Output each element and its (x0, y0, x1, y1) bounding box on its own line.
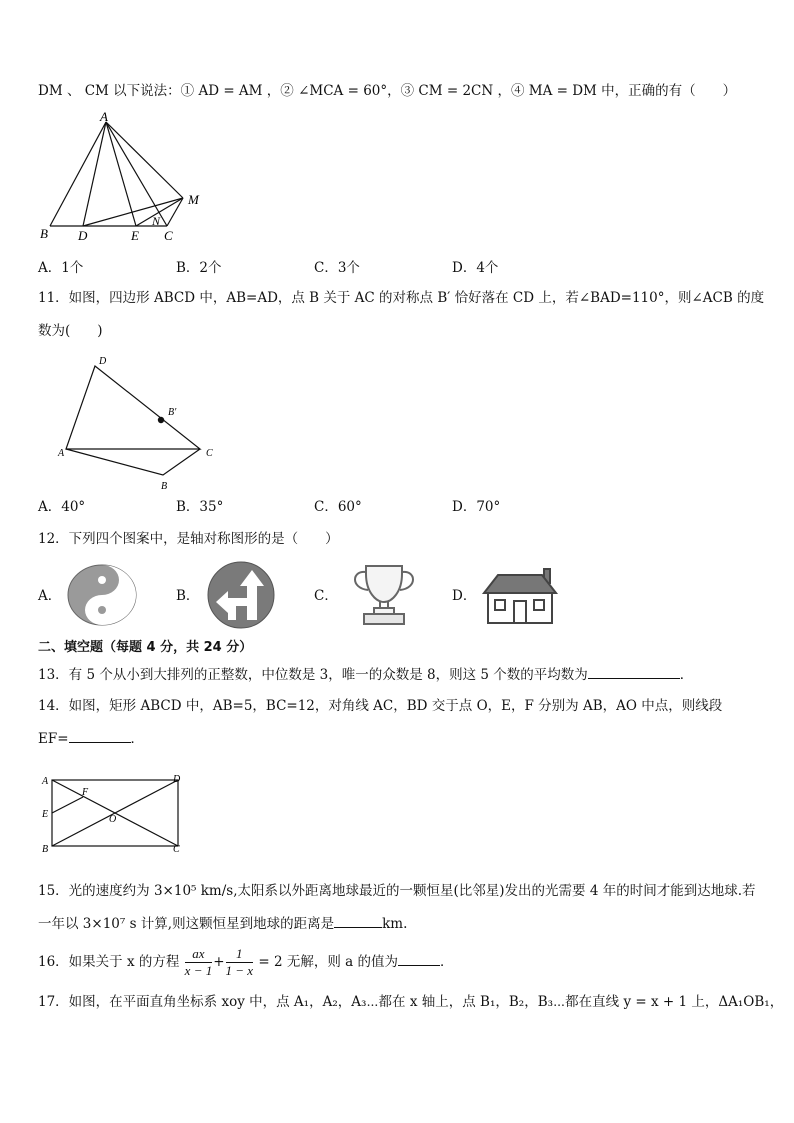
q12-stem: 12．下列四个图案中，是轴对称图形的是（ ） (38, 531, 339, 547)
q11-option-a: A．40° (38, 499, 86, 515)
q14-label-d: D (173, 774, 181, 785)
q11-stem-line1: 11．如图，四边形 ABCD 中，AB=AD，点 B 关于 AC 的对称点 B′ 恰好落在 CD 上，若∠BAD=110°，则∠ACB 的度 (38, 290, 765, 306)
q13-end: ． (679, 667, 694, 683)
q10-label-a: A (100, 110, 108, 124)
q14-label-o: O (109, 814, 117, 825)
q14-label-f: F (82, 787, 89, 798)
q11-label-d: D (99, 356, 107, 367)
q16-rhs: = 2 无解，则 a 的值为 (258, 954, 398, 970)
q14-answer-blank[interactable] (69, 728, 131, 743)
q16-answer-blank[interactable] (398, 951, 440, 966)
q10-label-b: B (40, 226, 48, 241)
q14-figure (38, 770, 188, 856)
q14-prefix: EF= (38, 731, 69, 747)
q16-plus: + (213, 954, 225, 970)
road-sign-arrows-icon (206, 560, 276, 630)
q11-label-c: C (206, 448, 213, 459)
q12-label-d: D． (452, 588, 477, 604)
q11-option-d: D．70° (452, 499, 501, 515)
trophy-cup-icon (344, 560, 424, 628)
q14-label-c: C (173, 844, 180, 855)
q12-label-b: B． (176, 588, 200, 604)
q12-label-a: A． (38, 588, 62, 604)
q15-line1: 15．光的速度约为 3×10⁵ km/s,太阳系以外距离地球最近的一颗恒星(比邻星)发出的光需要 4 年的时间才能到达地球.若 (38, 883, 756, 899)
q14-label-b: B (42, 844, 49, 855)
q14-label-e: E (42, 809, 49, 820)
q10-label-c: C (164, 228, 173, 242)
q16-frac1-numerator: ax (185, 946, 213, 963)
q11-option-c: C．60° (314, 499, 362, 515)
yin-yang-icon (66, 563, 138, 627)
q15-line2 (38, 913, 407, 934)
q13 (38, 664, 693, 685)
q11-label-a: A (58, 448, 65, 459)
q11-stem-line2: 数为( ) (38, 323, 103, 339)
q13-answer-blank[interactable] (588, 664, 680, 679)
q17-stem: 17．如图，在平面直角坐标系 xoy 中，点 A₁，A₂，A₃⋯都在 x 轴上，点 B₁，B₂，B₃⋯都在直线 y = x + 1 上，ΔA₁OB₁， (38, 994, 784, 1010)
q15-answer-blank[interactable] (334, 913, 382, 928)
q12-label-c: C． (314, 588, 338, 604)
q16-end: ． (440, 954, 454, 970)
q14-label-a: A (42, 776, 49, 787)
q14-line1: 14．如图，矩形 ABCD 中，AB=5，BC=12，对角线 AC，BD 交于点 O，E，F 分别为 AB，AO 中点，则线段 (38, 698, 723, 714)
q14-end: ． (130, 731, 145, 747)
q10-stem: DM 、 CM 以下说法：① AD = AM ，② ∠MCA = 60°，③ CM = 2CN ，④ MA = DM 中，正确的有（ ） (38, 83, 737, 99)
q10-label-d: D (78, 228, 88, 242)
q10-option-a: A．1个 (38, 260, 84, 276)
q14-line2 (38, 728, 144, 749)
q10-option-d: D．4个 (452, 260, 499, 276)
q10-label-n: N (152, 214, 161, 228)
q16-fraction-1 (185, 946, 213, 979)
q16-frac1-denominator: x − 1 (184, 963, 213, 978)
q10-option-b: B．2个 (176, 260, 222, 276)
q10-label-m: M (188, 192, 199, 207)
q10-label-e: E (131, 228, 139, 242)
q11-option-b: B．35° (176, 499, 224, 515)
q15-prefix: 一年以 3×10⁷ s 计算,则这颗恒星到地球的距离是 (38, 916, 335, 932)
q16 (38, 944, 454, 980)
q15-suffix: km. (382, 916, 408, 932)
q16-fraction-2 (226, 946, 254, 979)
q13-text: 13．有 5 个从小到大排列的正整数，中位数是 3，唯一的众数是 8，则这 5 个数的平均数为 (38, 667, 588, 683)
q16-frac2-numerator: 1 (226, 946, 254, 963)
q10-figure (38, 110, 213, 242)
q11-figure (55, 352, 225, 492)
q16-frac2-denominator: 1 − x (225, 963, 254, 978)
q11-label-b: B (161, 481, 168, 492)
q10-option-c: C．3个 (314, 260, 360, 276)
q16-prefix: 16．如果关于 x 的方程 (38, 954, 180, 970)
house-icon (480, 565, 560, 629)
q11-label-b-prime: B′ (168, 407, 177, 418)
section-heading: 二、填空题（每题 4 分，共 24 分） (38, 640, 253, 655)
